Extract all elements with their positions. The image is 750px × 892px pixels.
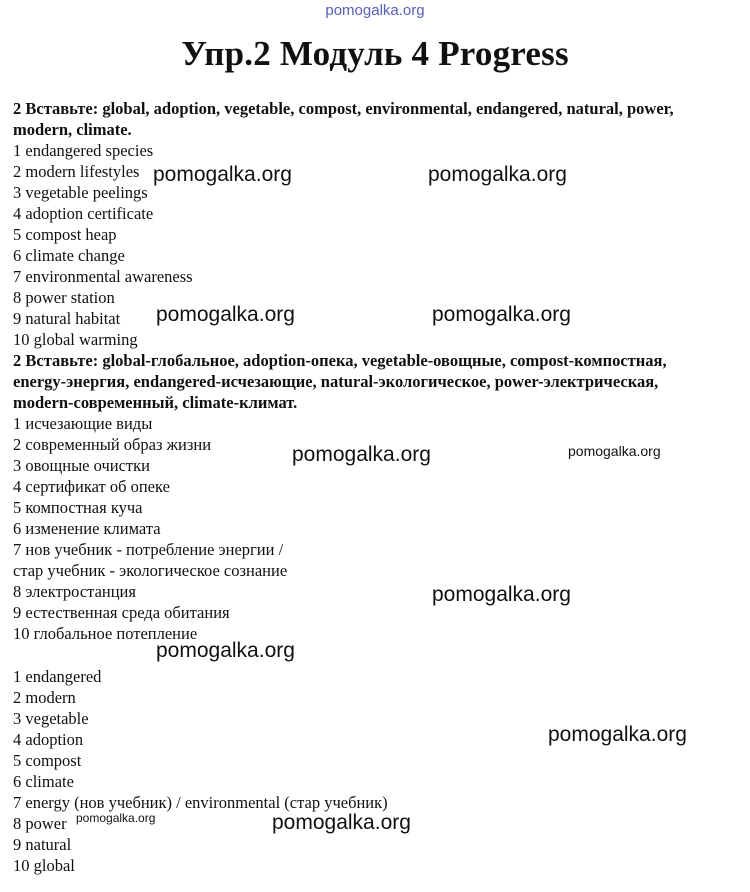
list-item: 7 energy (нов учебник) / environmental (стар учебник) — [13, 793, 388, 812]
list-item: 6 изменение климата — [13, 519, 161, 538]
list-item: стар учебник - экологическое сознание — [13, 561, 288, 580]
section-1 — [13, 98, 728, 350]
list-item: 4 adoption certificate — [13, 204, 154, 223]
list-item: 10 global — [13, 856, 75, 875]
list-item: 6 climate change — [13, 246, 125, 265]
list-item: 8 электростанция — [13, 582, 136, 601]
watermark: pomogalka.org — [548, 723, 687, 746]
list-item: 7 нов учебник - потребление энергии / — [13, 540, 284, 559]
top-watermark[interactable]: pomogalka.org — [325, 2, 425, 19]
section-1-heading: 2 Вставьте: global, adoption, vegetable, compost, environmental, endangered, natural, power, modern, climate. — [13, 99, 674, 139]
list-item: 6 climate — [13, 772, 74, 791]
watermark: pomogalka.org — [156, 303, 295, 326]
list-item: 9 естественная среда обитания — [13, 603, 230, 622]
list-item: 2 modern — [13, 688, 76, 707]
list-item: 10 global warming — [13, 330, 138, 349]
list-item: 4 adoption — [13, 730, 84, 749]
list-item: 1 endangered — [13, 667, 102, 686]
section-2-heading: 2 Вставьте: global-глобальное, adoption-опека, vegetable-овощные, compost-компостная, energy-энергия, endangered-исчезающие, natural-экологическое, power-электрическая, modern-современный, climate-климат. — [13, 351, 667, 412]
list-item: 10 глобальное потепление — [13, 624, 198, 643]
list-item: 7 environmental awareness — [13, 267, 193, 286]
watermark: pomogalka.org — [428, 163, 567, 186]
list-item: 9 natural habitat — [13, 309, 121, 328]
section-2 — [13, 350, 728, 644]
watermark: pomogalka.org — [76, 811, 156, 825]
watermark: pomogalka.org — [432, 583, 571, 606]
list-item: 1 endangered species — [13, 141, 154, 160]
list-item: 5 компостная куча — [13, 498, 143, 517]
section-3 — [13, 666, 728, 876]
list-item: 4 сертификат об опеке — [13, 477, 170, 496]
watermark: pomogalka.org — [432, 303, 571, 326]
list-item: 2 современный образ жизни — [13, 435, 212, 454]
watermark: pomogalka.org — [156, 639, 295, 662]
watermark: pomogalka.org — [292, 443, 431, 466]
list-item: 5 compost — [13, 751, 82, 770]
list-item: 3 овощные очистки — [13, 456, 150, 475]
list-item: 3 vegetable peelings — [13, 183, 148, 202]
watermark: pomogalka.org — [153, 163, 292, 186]
watermark: pomogalka.org — [272, 811, 411, 834]
list-item: 9 natural — [13, 835, 72, 854]
watermark: pomogalka.org — [568, 443, 661, 459]
list-item: 3 vegetable — [13, 709, 89, 728]
list-item: 8 power station — [13, 288, 115, 307]
list-item: 1 исчезающие виды — [13, 414, 153, 433]
list-item: 5 compost heap — [13, 225, 117, 244]
list-item: 8 power — [13, 814, 67, 833]
list-item: 2 modern lifestyles — [13, 162, 140, 181]
page-title: Упр.2 Модуль 4 Progress — [181, 34, 569, 73]
